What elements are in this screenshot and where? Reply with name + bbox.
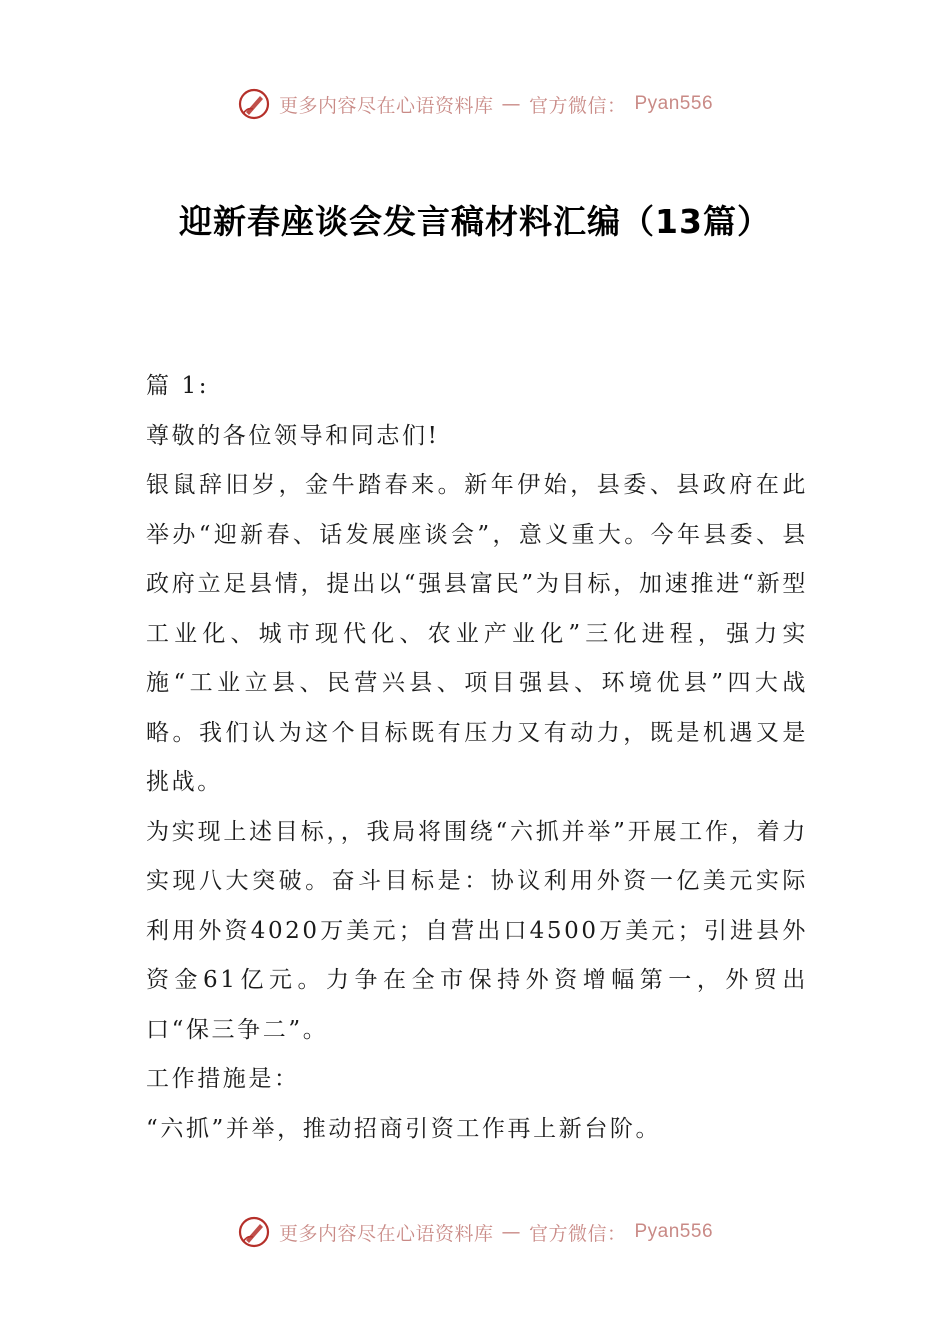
document-title: 迎新春座谈会发言稿材料汇编（13篇） [179,202,771,241]
watermark-suffix: 官方微信： [528,1222,627,1245]
watermark-dash: — [501,1221,521,1243]
watermark-wechat-id: Pyan556 [634,93,714,114]
body-paragraph: 为实现上述目标，，我局将围绕“六抓并举”开展工作，着力实现八大突破。奋斗目标是：协议利用外资一亿美元实际利用外资4020万美元；自营出口4500万美元；引进县外资金61亿元。力争在全市保持外资增幅第一，外贸出口“保三争二”。 [146,818,808,1043]
pen-circle-logo-icon [237,1215,271,1249]
body-paragraph: 银鼠辞旧岁，金牛踏春来。新年伊始，县委、县政府在此举办“迎新春、话发展座谈会”，意义重大。今年县委、县政府立足县情，提出以“强县富民”为目标，加速推进“新型工业化、城市现代化、农业产业化”三化进程，强力实施“工业立县、民营兴县、项目强县、环境优县”四大战略。我们认为这个目标既有压力又有动力，既是机遇又是挑战。 [146,472,808,795]
watermark-dash: — [501,93,521,115]
salutation: 尊敬的各位领导和同志们! [146,422,440,449]
watermark-suffix: 官方微信： [528,94,627,117]
body-paragraph: “六抓”并举，推动招商引资工作再上新台阶。 [146,1115,662,1142]
header-watermark [0,84,950,124]
watermark-prefix: 更多内容尽在心语资料库 [278,94,494,117]
pen-circle-logo-icon [237,87,271,121]
footer-watermark [0,1212,950,1252]
section-heading: 篇 1: [146,373,210,399]
body-paragraph: 工作措施是： [146,1066,300,1092]
watermark-prefix: 更多内容尽在心语资料库 [278,1222,494,1245]
watermark-wechat-id: Pyan556 [634,1221,714,1242]
document-body [146,362,808,1154]
